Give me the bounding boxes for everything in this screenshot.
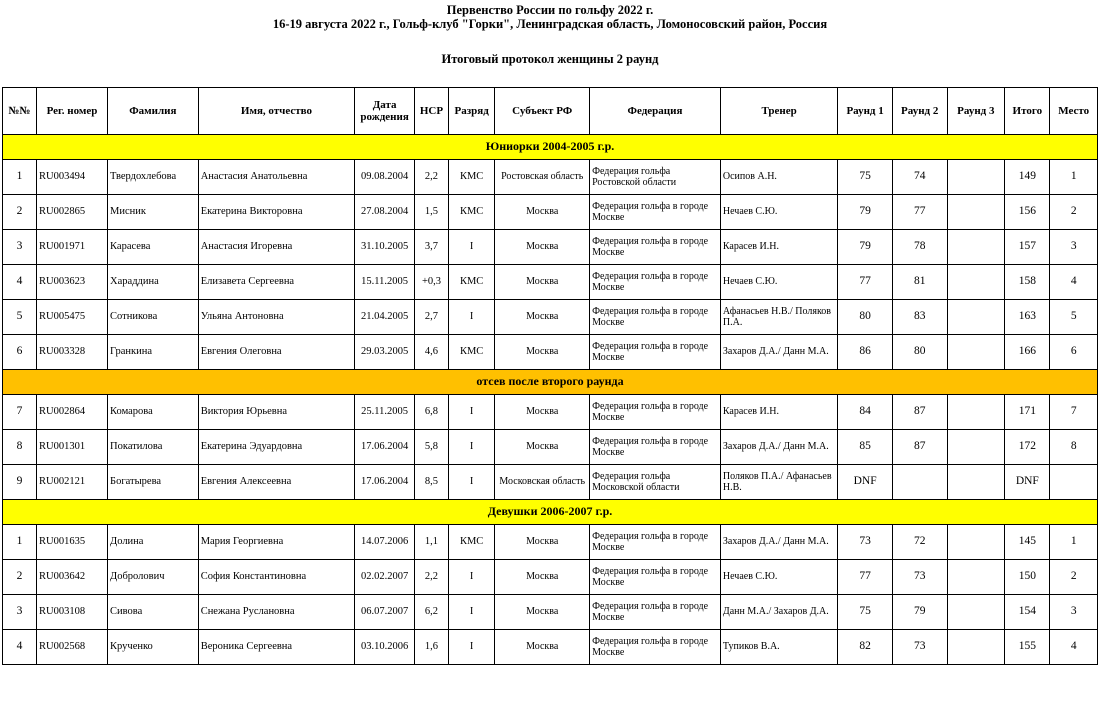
document-title: Первенство России по гольфу 2022 г. (446, 3, 654, 17)
col-header-dob: Дата рождения (355, 88, 415, 135)
cell-round1: 75 (838, 160, 893, 195)
col-header-last-name: Фамилия (108, 88, 199, 135)
cell-last-name: Добролович (108, 560, 199, 595)
cell-round3 (947, 160, 1005, 195)
cell-federation: Федерация гольфа в городе Москве (590, 525, 721, 560)
col-header-place: Место (1050, 88, 1098, 135)
document-header (0, 0, 1100, 31)
cell-last-name: Гранкина (108, 335, 199, 370)
cell-no: 4 (3, 630, 37, 665)
cell-region: Москва (495, 630, 590, 665)
cell-region: Москва (495, 525, 590, 560)
results-table (2, 87, 1098, 665)
cell-total: 166 (1005, 335, 1050, 370)
cell-federation: Федерация гольфа в городе Москве (590, 630, 721, 665)
cell-no: 1 (3, 525, 37, 560)
cell-round3 (947, 395, 1005, 430)
cell-first-name: Виктория Юрьевна (198, 395, 355, 430)
cell-first-name: Евгения Алексеевна (198, 465, 355, 500)
cell-round3 (947, 265, 1005, 300)
cell-place: 2 (1050, 195, 1098, 230)
cell-no: 6 (3, 335, 37, 370)
cell-total: 155 (1005, 630, 1050, 665)
col-header-coach: Тренер (720, 88, 837, 135)
col-header-first-name: Имя, отчество (198, 88, 355, 135)
cell-dob: 15.11.2005 (355, 265, 415, 300)
cell-total: DNF (1005, 465, 1050, 500)
cell-dob: 17.06.2004 (355, 465, 415, 500)
cell-coach: Карасев И.Н. (720, 395, 837, 430)
cell-total: 156 (1005, 195, 1050, 230)
cell-round2: 72 (892, 525, 947, 560)
cell-region: Москва (495, 335, 590, 370)
cell-hcp: 2,2 (414, 160, 448, 195)
cell-reg: RU003328 (36, 335, 107, 370)
cell-total: 163 (1005, 300, 1050, 335)
cell-no: 9 (3, 465, 37, 500)
cell-coach: Карасев И.Н. (720, 230, 837, 265)
cell-last-name: Сотникова (108, 300, 199, 335)
cell-dob: 31.10.2005 (355, 230, 415, 265)
cell-first-name: Екатерина Эдуардовна (198, 430, 355, 465)
cell-rank: I (448, 630, 494, 665)
table-row (3, 630, 1098, 665)
cell-coach: Афанасьев Н.В./ Поляков П.А. (720, 300, 837, 335)
cell-dob: 27.08.2004 (355, 195, 415, 230)
table-row (3, 160, 1098, 195)
cell-round2: 74 (892, 160, 947, 195)
cell-federation: Федерация гольфа в городе Москве (590, 195, 721, 230)
cell-region: Московская область (495, 465, 590, 500)
cell-place: 6 (1050, 335, 1098, 370)
cell-round3 (947, 560, 1005, 595)
cell-first-name: Вероника Сергеевна (198, 630, 355, 665)
cell-dob: 29.03.2005 (355, 335, 415, 370)
cell-hcp: 6,2 (414, 595, 448, 630)
cell-last-name: Комарова (108, 395, 199, 430)
cell-federation: Федерация гольфа в городе Москве (590, 230, 721, 265)
cell-rank: I (448, 395, 494, 430)
cell-region: Москва (495, 265, 590, 300)
cell-round1: 77 (838, 265, 893, 300)
cell-total: 158 (1005, 265, 1050, 300)
col-header-region: Субъект РФ (495, 88, 590, 135)
cell-place: 1 (1050, 525, 1098, 560)
cell-reg: RU001301 (36, 430, 107, 465)
cell-rank: I (448, 560, 494, 595)
table-row (3, 300, 1098, 335)
cell-no: 8 (3, 430, 37, 465)
cell-coach: Осипов А.Н. (720, 160, 837, 195)
cell-no: 3 (3, 230, 37, 265)
cell-last-name: Покатилова (108, 430, 199, 465)
cell-place (1050, 465, 1098, 500)
cell-round3 (947, 335, 1005, 370)
section-header-row (3, 370, 1098, 395)
table-body (3, 135, 1098, 665)
cell-federation: Федерация гольфа Московской области (590, 465, 721, 500)
col-header-round1: Раунд 1 (838, 88, 893, 135)
cell-hcp: 1,1 (414, 525, 448, 560)
cell-reg: RU001635 (36, 525, 107, 560)
cell-total: 172 (1005, 430, 1050, 465)
cell-round3 (947, 230, 1005, 265)
cell-round1: 80 (838, 300, 893, 335)
cell-round1: 84 (838, 395, 893, 430)
cell-first-name: Снежана Руслановна (198, 595, 355, 630)
cell-reg: RU003108 (36, 595, 107, 630)
cell-hcp: 3,7 (414, 230, 448, 265)
cell-round3 (947, 430, 1005, 465)
cell-reg: RU003494 (36, 160, 107, 195)
cell-hcp: +0,3 (414, 265, 448, 300)
cell-round2: 77 (892, 195, 947, 230)
cell-no: 1 (3, 160, 37, 195)
cell-round2: 87 (892, 395, 947, 430)
table-row (3, 465, 1098, 500)
cell-hcp: 6,8 (414, 395, 448, 430)
cell-last-name: Богатырева (108, 465, 199, 500)
cell-coach: Нечаев С.Ю. (720, 560, 837, 595)
table-row (3, 195, 1098, 230)
cell-hcp: 4,6 (414, 335, 448, 370)
cell-round1: 73 (838, 525, 893, 560)
col-header-round3: Раунд 3 (947, 88, 1005, 135)
cell-region: Москва (495, 195, 590, 230)
section-title: Юниорки 2004-2005 г.р. (3, 135, 1098, 160)
cell-place: 4 (1050, 265, 1098, 300)
cell-no: 7 (3, 395, 37, 430)
cell-federation: Федерация гольфа в городе Москве (590, 300, 721, 335)
cell-total: 154 (1005, 595, 1050, 630)
cell-round1: 77 (838, 560, 893, 595)
cell-place: 1 (1050, 160, 1098, 195)
cell-place: 7 (1050, 395, 1098, 430)
section-header-row (3, 500, 1098, 525)
table-row (3, 335, 1098, 370)
cell-total: 171 (1005, 395, 1050, 430)
cell-first-name: Елизавета Сергеевна (198, 265, 355, 300)
cell-reg: RU002568 (36, 630, 107, 665)
cell-total: 157 (1005, 230, 1050, 265)
cell-coach: Захаров Д.А./ Данн М.А. (720, 335, 837, 370)
cell-round1: DNF (838, 465, 893, 500)
cell-dob: 06.07.2007 (355, 595, 415, 630)
cell-round1: 86 (838, 335, 893, 370)
cell-round3 (947, 195, 1005, 230)
cell-round2: 83 (892, 300, 947, 335)
cell-rank: I (448, 230, 494, 265)
col-header-hcp: HCP (414, 88, 448, 135)
cell-federation: Федерация гольфа в городе Москве (590, 335, 721, 370)
table-row (3, 230, 1098, 265)
cell-rank: КМС (448, 160, 494, 195)
cell-dob: 02.02.2007 (355, 560, 415, 595)
cell-last-name: Твердохлебова (108, 160, 199, 195)
cell-last-name: Сивова (108, 595, 199, 630)
col-header-rank: Разряд (448, 88, 494, 135)
cell-no: 3 (3, 595, 37, 630)
cell-rank: КМС (448, 525, 494, 560)
cell-reg: RU005475 (36, 300, 107, 335)
cell-coach: Захаров Д.А./ Данн М.А. (720, 525, 837, 560)
col-header-round2: Раунд 2 (892, 88, 947, 135)
cell-round1: 85 (838, 430, 893, 465)
cell-region: Москва (495, 395, 590, 430)
cell-federation: Федерация гольфа в городе Москве (590, 430, 721, 465)
section-title: Девушки 2006-2007 г.р. (3, 500, 1098, 525)
cell-dob: 14.07.2006 (355, 525, 415, 560)
cell-round3 (947, 465, 1005, 500)
cell-hcp: 5,8 (414, 430, 448, 465)
cell-last-name: Карасева (108, 230, 199, 265)
col-header-reg: Рег. номер (36, 88, 107, 135)
table-row (3, 525, 1098, 560)
cell-round2: 73 (892, 560, 947, 595)
cell-round1: 79 (838, 230, 893, 265)
cell-federation: Федерация гольфа в городе Москве (590, 595, 721, 630)
table-row (3, 560, 1098, 595)
cell-rank: КМС (448, 265, 494, 300)
cell-round2: 73 (892, 630, 947, 665)
cell-first-name: Анастасия Игоревна (198, 230, 355, 265)
cell-coach: Данн М.А./ Захаров Д.А. (720, 595, 837, 630)
cell-total: 149 (1005, 160, 1050, 195)
cell-round2: 80 (892, 335, 947, 370)
cell-last-name: Крученко (108, 630, 199, 665)
cell-dob: 25.11.2005 (355, 395, 415, 430)
protocol-title: Итоговый протокол женщины 2 раунд (441, 52, 659, 66)
cell-last-name: Мисник (108, 195, 199, 230)
cell-dob: 21.04.2005 (355, 300, 415, 335)
cell-no: 5 (3, 300, 37, 335)
cell-round2: 78 (892, 230, 947, 265)
cell-place: 5 (1050, 300, 1098, 335)
cell-coach: Нечаев С.Ю. (720, 265, 837, 300)
col-header-federation: Федерация (590, 88, 721, 135)
cell-place: 2 (1050, 560, 1098, 595)
cell-round1: 75 (838, 595, 893, 630)
cell-first-name: Анастасия Анатольевна (198, 160, 355, 195)
cell-federation: Федерация гольфа Ростовской области (590, 160, 721, 195)
cell-rank: I (448, 595, 494, 630)
cell-hcp: 2,2 (414, 560, 448, 595)
table-row (3, 265, 1098, 300)
cell-place: 3 (1050, 595, 1098, 630)
col-header-no: №№ (3, 88, 37, 135)
cell-round2: 81 (892, 265, 947, 300)
cell-rank: I (448, 300, 494, 335)
cell-place: 8 (1050, 430, 1098, 465)
table-row (3, 430, 1098, 465)
cell-rank: I (448, 465, 494, 500)
cell-region: Москва (495, 300, 590, 335)
cell-no: 2 (3, 560, 37, 595)
cell-round2 (892, 465, 947, 500)
cell-hcp: 8,5 (414, 465, 448, 500)
table-header-row (3, 88, 1098, 135)
cell-place: 3 (1050, 230, 1098, 265)
cell-round3 (947, 595, 1005, 630)
cell-dob: 03.10.2006 (355, 630, 415, 665)
cell-reg: RU001971 (36, 230, 107, 265)
cell-hcp: 1,5 (414, 195, 448, 230)
cell-first-name: Мария Георгиевна (198, 525, 355, 560)
cell-rank: I (448, 430, 494, 465)
cell-rank: КМС (448, 195, 494, 230)
cell-round3 (947, 630, 1005, 665)
cell-round3 (947, 300, 1005, 335)
cell-coach: Поляков П.А./ Афанасьев Н.В. (720, 465, 837, 500)
cell-last-name: Долина (108, 525, 199, 560)
cell-reg: RU002865 (36, 195, 107, 230)
table-row (3, 595, 1098, 630)
cell-region: Москва (495, 230, 590, 265)
cell-region: Москва (495, 595, 590, 630)
section-header-row (3, 135, 1098, 160)
cell-coach: Тупиков В.А. (720, 630, 837, 665)
cell-reg: RU002121 (36, 465, 107, 500)
cell-reg: RU003642 (36, 560, 107, 595)
cell-no: 4 (3, 265, 37, 300)
col-header-total: Итого (1005, 88, 1050, 135)
cell-dob: 09.08.2004 (355, 160, 415, 195)
cell-round2: 87 (892, 430, 947, 465)
cell-coach: Нечаев С.Ю. (720, 195, 837, 230)
section-title: отсев после второго раунда (3, 370, 1098, 395)
cell-region: Ростовская область (495, 160, 590, 195)
cell-first-name: Евгения Олеговна (198, 335, 355, 370)
cell-total: 145 (1005, 525, 1050, 560)
cell-round2: 79 (892, 595, 947, 630)
cell-reg: RU002864 (36, 395, 107, 430)
cell-first-name: София Константиновна (198, 560, 355, 595)
cell-federation: Федерация гольфа в городе Москве (590, 395, 721, 430)
cell-region: Москва (495, 560, 590, 595)
cell-no: 2 (3, 195, 37, 230)
cell-hcp: 2,7 (414, 300, 448, 335)
cell-dob: 17.06.2004 (355, 430, 415, 465)
cell-first-name: Ульяна Антоновна (198, 300, 355, 335)
cell-round1: 79 (838, 195, 893, 230)
cell-reg: RU003623 (36, 265, 107, 300)
cell-total: 150 (1005, 560, 1050, 595)
cell-round3 (947, 525, 1005, 560)
cell-hcp: 1,6 (414, 630, 448, 665)
cell-coach: Захаров Д.А./ Данн М.А. (720, 430, 837, 465)
cell-round1: 82 (838, 630, 893, 665)
cell-region: Москва (495, 430, 590, 465)
cell-federation: Федерация гольфа в городе Москве (590, 560, 721, 595)
cell-place: 4 (1050, 630, 1098, 665)
document-subtitle: 16-19 августа 2022 г., Гольф-клуб "Горки", Ленинградская область, Ломоносовский район, Россия (272, 17, 828, 31)
cell-last-name: Хараддина (108, 265, 199, 300)
table-row (3, 395, 1098, 430)
cell-federation: Федерация гольфа в городе Москве (590, 265, 721, 300)
cell-first-name: Екатерина Викторовна (198, 195, 355, 230)
cell-rank: КМС (448, 335, 494, 370)
